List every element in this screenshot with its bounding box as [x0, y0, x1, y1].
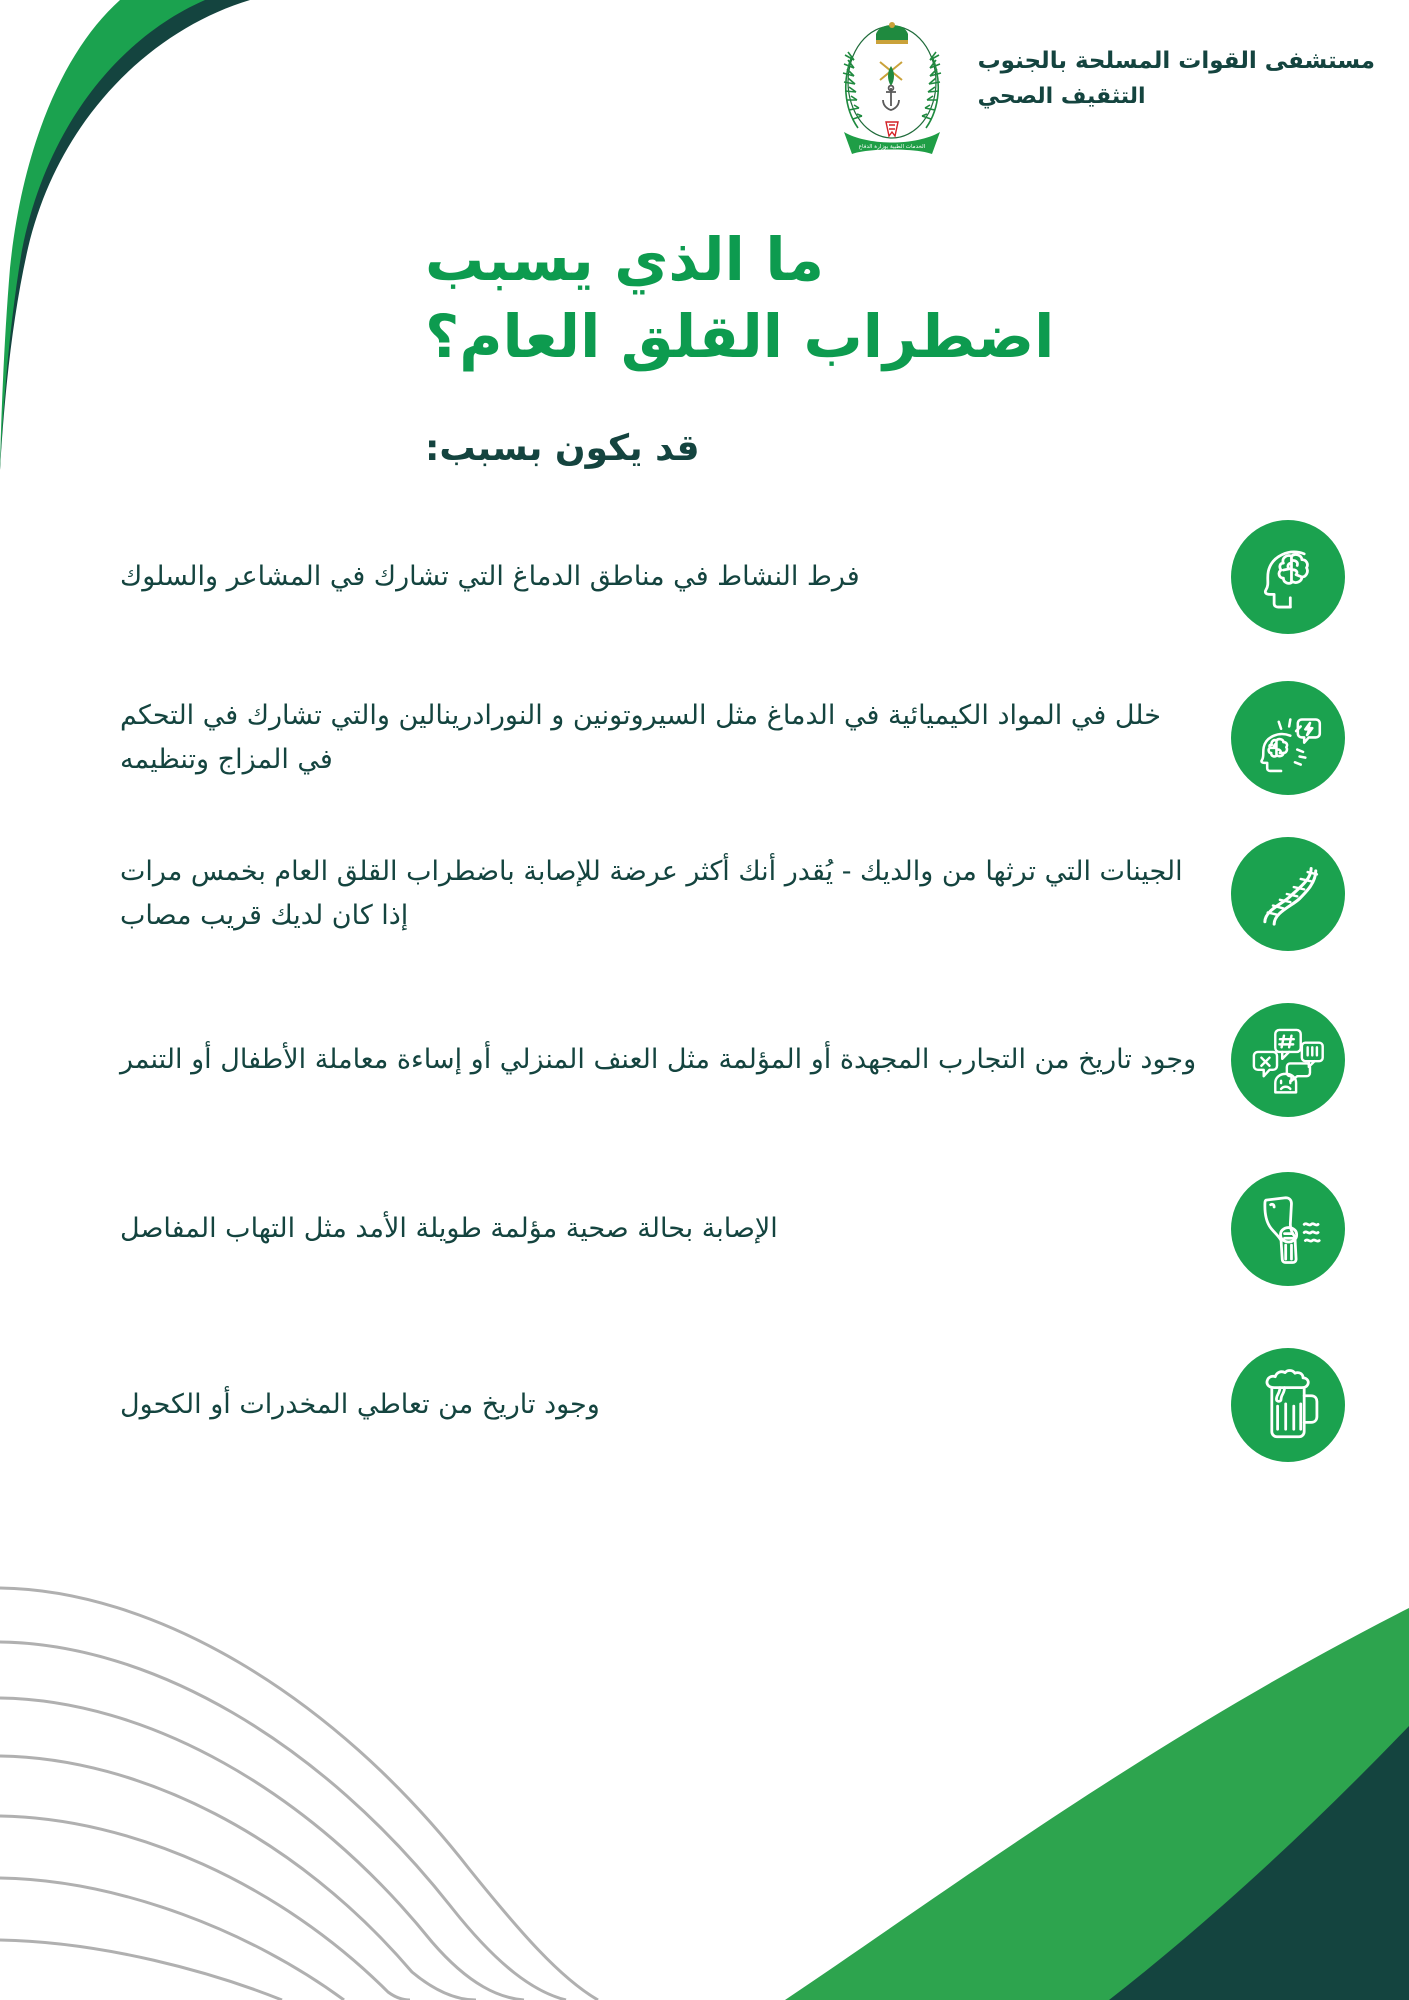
bullying-speech-bubbles-icon [1231, 1003, 1345, 1117]
list-item-label: وجود تاريخ من التجارب المجهدة أو المؤلمة مثل العنف المنزلي أو إساءة معاملة الأطفال أو التنمر [120, 1044, 1197, 1076]
svg-text:الخدمات الطبية بوزارة الدفاع: الخدمات الطبية بوزارة الدفاع [858, 144, 925, 150]
list-item [120, 520, 1345, 634]
list-item-label: الجينات التي ترثها من والديك - يُقدر أنك أكثر عرضة للإصابة باضطراب القلق العام بخمس مرات إذا كان لديك قريب مصاب [120, 856, 1183, 931]
causes-list [120, 520, 1345, 1462]
list-item-label: وجود تاريخ من تعاطي المخدرات أو الكحول [120, 1389, 600, 1421]
department-name: التثقيف الصحي [977, 83, 1146, 109]
subtitle: قد يكون بسبب: [425, 428, 700, 469]
top-left-corner-decoration [0, 0, 420, 470]
list-item [120, 1348, 1345, 1462]
header-text-block [978, 22, 1375, 114]
beer-mug-icon [1231, 1348, 1345, 1462]
dna-helix-icon [1231, 837, 1345, 951]
page-title [425, 222, 1345, 375]
list-item [120, 1003, 1345, 1117]
bottom-right-wedge-decoration [549, 1530, 1409, 2000]
head-brain-lightning-icon [1231, 681, 1345, 795]
list-item [120, 837, 1345, 951]
title-line-1: ما الذي يسبب [425, 225, 825, 294]
knee-joint-pain-icon [1231, 1172, 1345, 1286]
hospital-name: مستشفى القوات المسلحة بالجنوب [977, 48, 1375, 74]
list-item [120, 681, 1345, 795]
armed-forces-medical-services-emblem-icon [828, 22, 956, 158]
poster-header [828, 22, 1375, 158]
head-brain-icon [1231, 520, 1345, 634]
title-line-2: اضطراب القلق العام؟ [425, 301, 1055, 371]
list-item-label: الإصابة بحالة صحية مؤلمة طويلة الأمد مثل التهاب المفاصل [120, 1213, 778, 1245]
list-item-label: فرط النشاط في مناطق الدماغ التي تشارك في المشاعر والسلوك [120, 561, 860, 593]
list-item [120, 1172, 1345, 1286]
list-item-label: خلل في المواد الكيميائية في الدماغ مثل السيروتونين و النورادرينالين والتي تشارك في التحكم في المزاج وتنظيمه [120, 700, 1161, 775]
